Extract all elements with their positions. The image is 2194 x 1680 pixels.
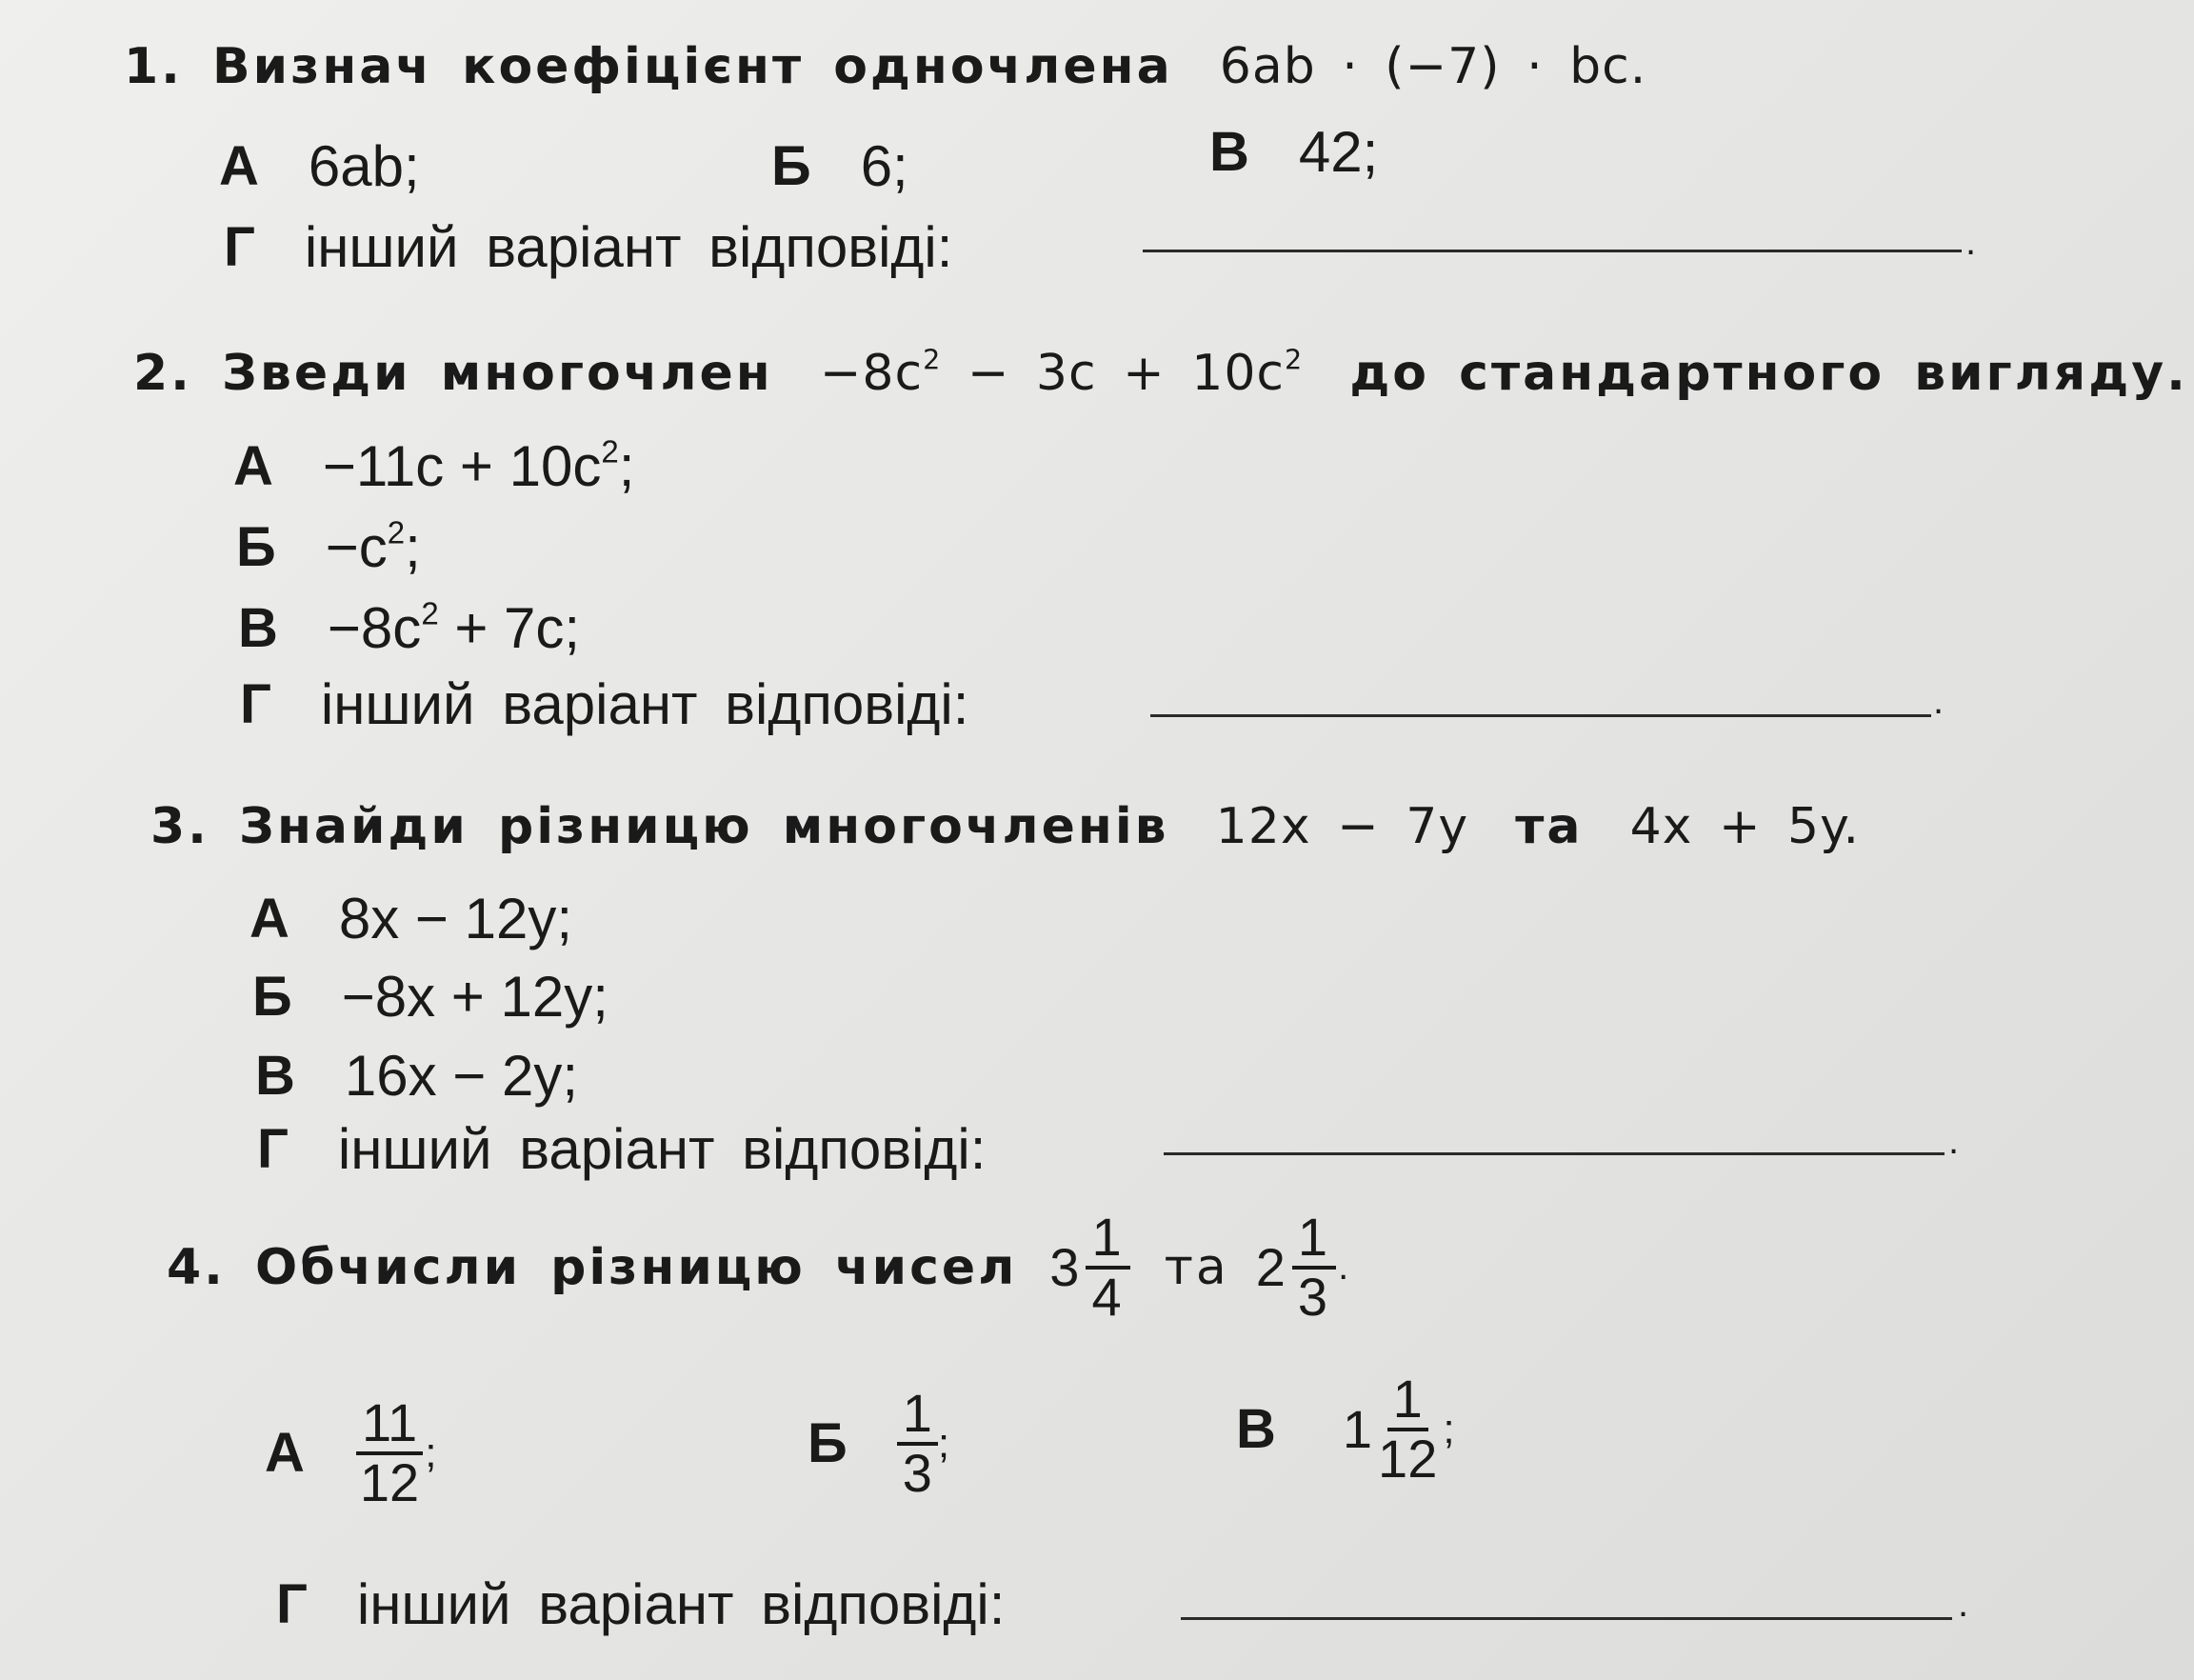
- q2-option-c[interactable]: [238, 595, 580, 661]
- question-4-prompt: 4. Обчисли різницю чисел: [167, 1238, 1018, 1296]
- question-4-number-1: 3 $\frac{1}{4}$: [1049, 1210, 1129, 1326]
- option-text: $-c^2$;: [325, 514, 421, 579]
- question-3: [150, 798, 1860, 855]
- option-text: інший варіант відповіді:: [320, 672, 969, 736]
- option-text: $\frac{11}{12}$ ;: [354, 1395, 437, 1511]
- q1-answer-end: .: [1965, 221, 1977, 263]
- q4-option-a[interactable]: [265, 1392, 437, 1512]
- q1-option-a[interactable]: [219, 133, 420, 199]
- option-letter: Б: [771, 135, 811, 197]
- question-2-expression: $-8c^2 - 3c + 10c^2$: [819, 343, 1304, 402]
- option-text: 1 $\frac{1}{12}$ ;: [1342, 1369, 1455, 1489]
- option-letter: Г: [224, 216, 255, 278]
- option-letter: Б: [252, 966, 292, 1028]
- q3-option-a[interactable]: [249, 886, 572, 951]
- question-3-expression-2: 4x + 5y.: [1629, 798, 1861, 855]
- q3-option-d[interactable]: [257, 1116, 986, 1182]
- question-2-suffix: до стандартного вигляду.: [1349, 345, 2188, 402]
- q3-option-b[interactable]: [252, 964, 608, 1030]
- question-3-prompt: 3. Знайди різницю многочленів: [150, 798, 1169, 855]
- option-text: $-11c + 10c^2$;: [322, 433, 635, 498]
- option-letter: В: [238, 597, 278, 659]
- q3-option-c[interactable]: [255, 1043, 578, 1109]
- option-text: $-8c^2 + 7c$;: [327, 595, 581, 660]
- option-letter: В: [1236, 1398, 1276, 1461]
- q1-answer-line[interactable]: [1143, 250, 1962, 252]
- q1-option-d[interactable]: [224, 214, 952, 280]
- question-1-prompt: 1. Визнач коефіцієнт одночлена: [124, 38, 1173, 95]
- option-text: −8x + 12y;: [341, 965, 608, 1029]
- q3-answer-end: .: [1948, 1120, 1960, 1162]
- option-text: інший варіант відповіді:: [356, 1572, 1006, 1636]
- option-text: інший варіант відповіді:: [337, 1117, 987, 1181]
- q4-option-c[interactable]: [1236, 1371, 1455, 1488]
- q4-option-d[interactable]: [276, 1571, 1005, 1637]
- option-letter: А: [249, 888, 289, 950]
- q2-answer-line[interactable]: [1150, 714, 1931, 717]
- option-text: 6;: [860, 134, 908, 198]
- q1-option-b[interactable]: [771, 133, 908, 199]
- question-3-expression-1: 12x − 7y: [1215, 798, 1469, 855]
- question-1-expression: 6ab · (−7) · bc.: [1219, 38, 1647, 95]
- q4-option-b[interactable]: [808, 1383, 950, 1503]
- question-4-number-2: 2 $\frac{1}{3}$ .: [1255, 1207, 1352, 1327]
- q2-option-b[interactable]: [236, 514, 421, 580]
- question-3-conjunction: та: [1515, 798, 1584, 855]
- question-2: [133, 345, 2188, 402]
- q1-option-c[interactable]: [1209, 119, 1378, 185]
- option-text: 6ab;: [308, 134, 420, 198]
- question-4: [167, 1207, 1352, 1327]
- question-2-prompt: 2. Зведи многочлен: [133, 345, 773, 402]
- q4-answer-end: .: [1958, 1583, 1969, 1625]
- option-text: 8x − 12y;: [338, 887, 573, 950]
- option-letter: Б: [236, 516, 276, 578]
- option-letter: А: [233, 435, 273, 497]
- option-letter: А: [265, 1422, 305, 1485]
- question-4-conjunction: та: [1164, 1238, 1229, 1296]
- option-letter: В: [255, 1045, 295, 1107]
- option-letter: А: [219, 135, 259, 197]
- q2-answer-end: .: [1933, 680, 1945, 722]
- option-letter: Г: [276, 1573, 308, 1635]
- option-letter: В: [1209, 121, 1249, 183]
- option-text: 42;: [1298, 120, 1379, 184]
- q2-option-a[interactable]: [233, 433, 634, 499]
- q2-option-d[interactable]: [240, 671, 968, 737]
- option-letter: Г: [257, 1118, 289, 1180]
- option-letter: Г: [240, 673, 271, 735]
- option-text: $\frac{1}{3}$ ;: [897, 1386, 949, 1502]
- question-1: [124, 38, 1646, 95]
- q4-answer-line[interactable]: [1181, 1617, 1952, 1620]
- option-letter: Б: [808, 1412, 848, 1475]
- option-text: інший варіант відповіді:: [304, 215, 953, 279]
- q3-answer-line[interactable]: [1164, 1152, 1945, 1155]
- option-text: 16x − 2y;: [344, 1044, 579, 1108]
